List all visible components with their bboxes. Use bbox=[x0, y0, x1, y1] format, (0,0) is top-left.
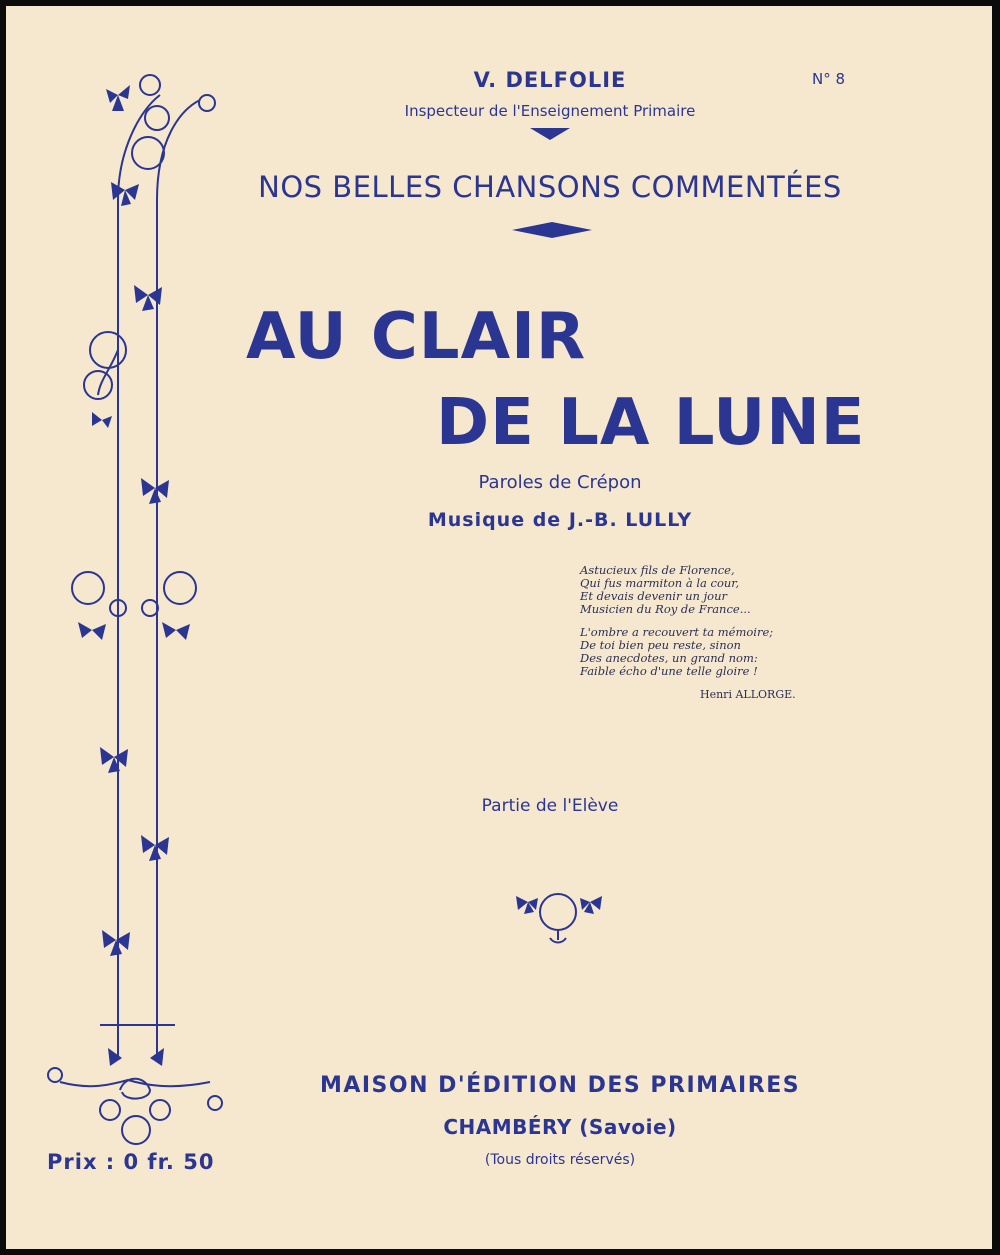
music-credit: Musique de J.-B. LULLY bbox=[427, 509, 693, 531]
floral-ornament-icon bbox=[510, 888, 610, 948]
poem-stanza-2 bbox=[580, 626, 820, 678]
lozenge-divider-icon bbox=[512, 222, 592, 238]
poem-line: Qui fus marmiton à la cour, bbox=[580, 576, 740, 590]
issue-number: N° 8 bbox=[812, 70, 846, 88]
song-title-line2: DE LA LUNE bbox=[436, 386, 866, 460]
publisher-name: MAISON D'ÉDITION DES PRIMAIRES bbox=[319, 1073, 801, 1098]
rights-notice: (Tous droits réservés) bbox=[484, 1152, 636, 1168]
poem-line: L'ombre a recouvert ta mémoire; bbox=[580, 625, 774, 639]
poem-line: Et devais devenir un jour bbox=[580, 589, 727, 603]
poem-line: De toi bien peu reste, sinon bbox=[580, 638, 741, 652]
song-title-line1: AU CLAIR bbox=[246, 300, 587, 374]
diamond-divider-icon bbox=[530, 128, 570, 140]
poem-line: Des anecdotes, un grand nom: bbox=[580, 651, 758, 665]
publisher-city: CHAMBÉRY (Savoie) bbox=[443, 1115, 677, 1139]
poem-line: Musicien du Roy de France... bbox=[580, 602, 751, 616]
author-role: Inspecteur de l'Enseignement Primaire bbox=[404, 102, 696, 120]
price-label: Prix : 0 fr. 50 bbox=[47, 1150, 215, 1174]
lyrics-credit: Paroles de Crépon bbox=[478, 472, 642, 493]
poem-line: Astucieux fils de Florence, bbox=[580, 563, 735, 577]
poem-author: Henri ALLORGE. bbox=[700, 688, 796, 701]
poem-line: Faible écho d'une telle gloire ! bbox=[580, 664, 758, 678]
author-name: V. DELFOLIE bbox=[473, 68, 627, 92]
edition-part: Partie de l'Elève bbox=[481, 796, 619, 816]
series-title: NOS BELLES CHANSONS COMMENTÉES bbox=[258, 170, 842, 204]
poem-stanza-1 bbox=[580, 564, 820, 616]
epigraph-poem bbox=[580, 564, 820, 688]
